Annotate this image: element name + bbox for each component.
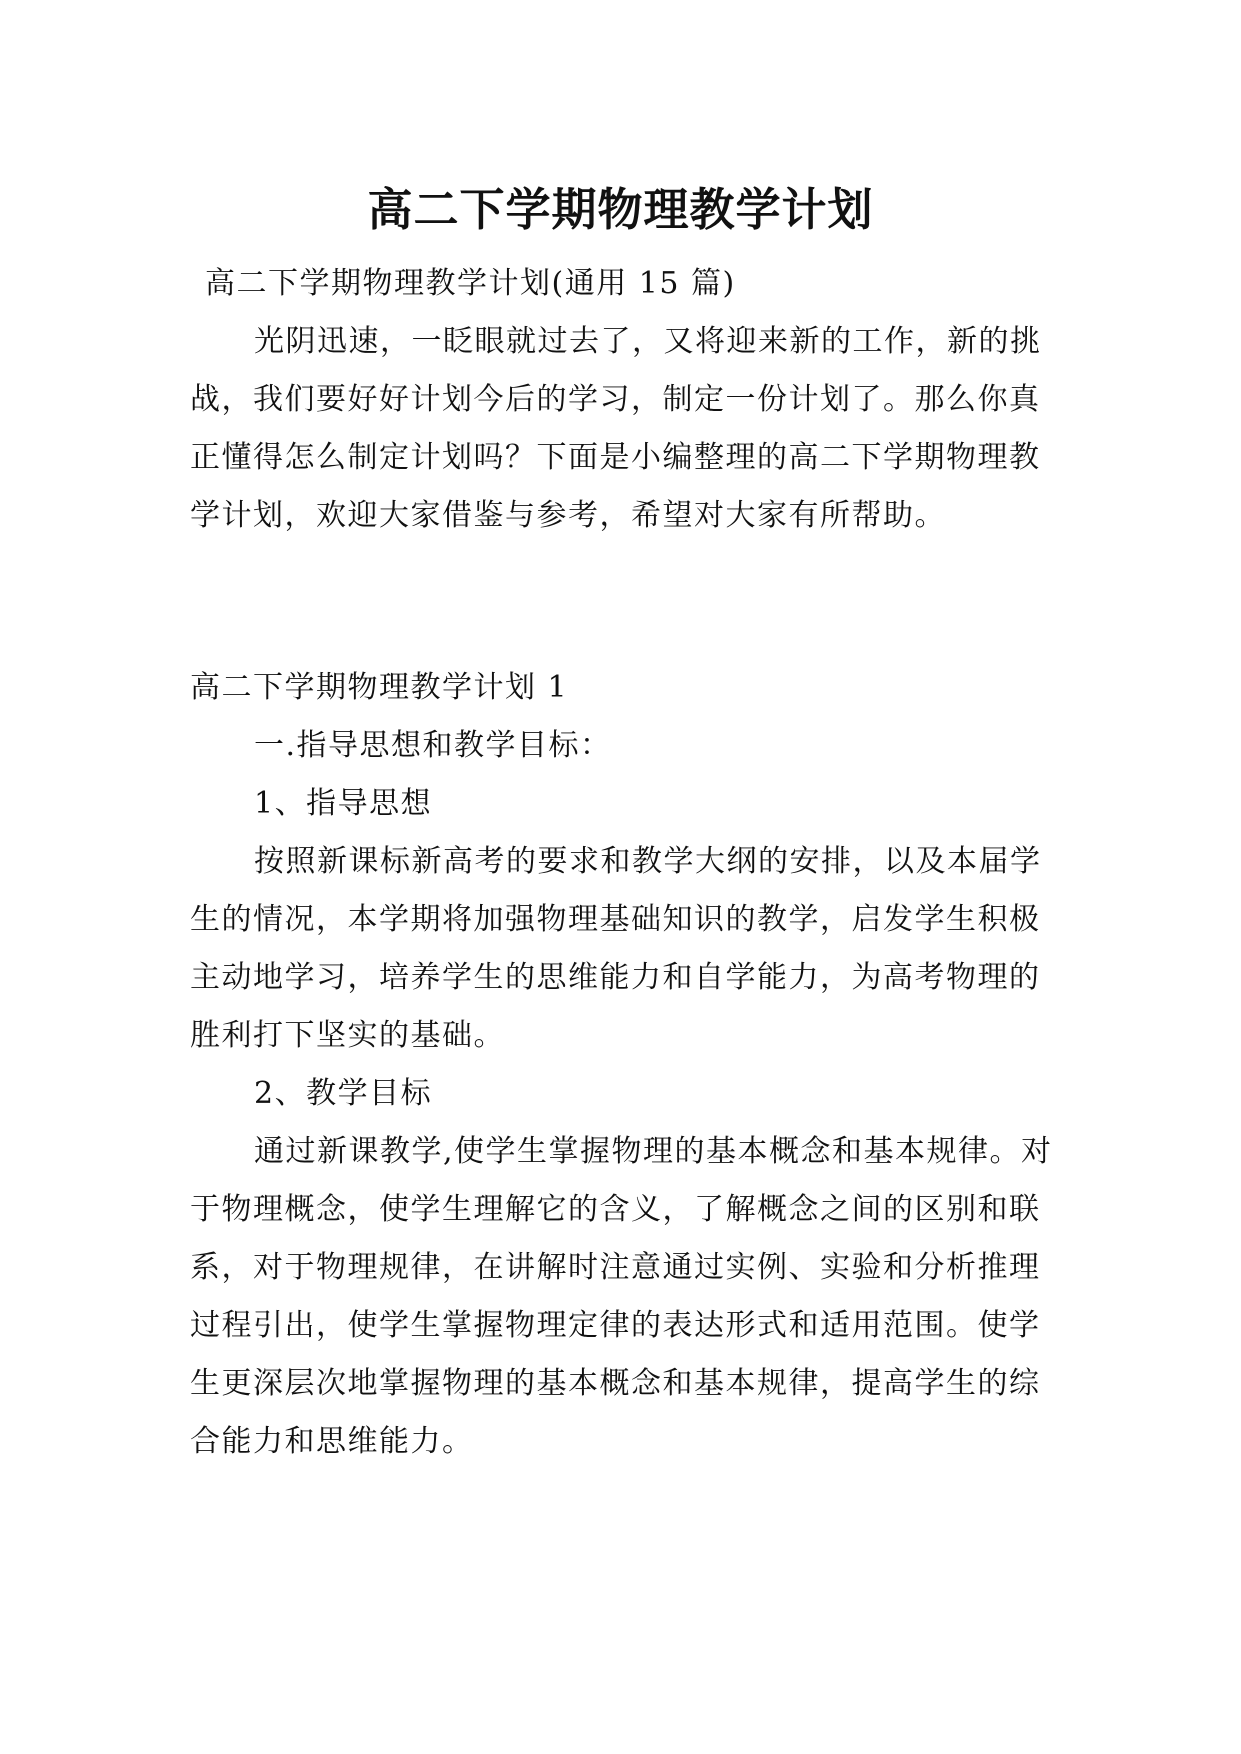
item-heading-guiding-thought: 1、指导思想 [254,786,433,821]
paragraph-guiding-thought: 按照新课标新高考的要求和教学大纲的安排，以及本届学生的情况，本学期将加强物理基础知识的教学，启发学生积极主动地学习，培养学生的思维能力和自学能力，为高考物理的胜利打下坚实的基础。 [190,844,1042,1053]
intro-paragraph: 光阴迅速，一眨眼就过去了，又将迎来新的工作，新的挑战，我们要好好计划今后的学习，制定一份计划了。那么你真正懂得怎么制定计划吗？下面是小编整理的高二下学期物理教学计划，欢迎大家借鉴与参考，希望对大家有所帮助。 [190,324,1042,533]
document-title: 高二下学期物理教学计划 [367,183,874,237]
document-subtitle: 高二下学期物理教学计划(通用 15 篇) [205,266,736,301]
section-heading: 高二下学期物理教学计划 1 [190,670,569,705]
document-body [190,255,1054,1471]
part-heading: 一.指导思想和教学目标： [254,728,612,763]
paragraph-teaching-goals: 通过新课教学,使学生掌握物理的基本概念和基本规律。对于物理概念，使学生理解它的含义，了解概念之间的区别和联系，对于物理规律，在讲解时注意通过实例、实验和分析推理过程引出，使学生掌握物理定律的表达形式和适用范围。使学生更深层次地掌握物理的基本概念和基本规律，提高学生的综合能力和思维能力。 [190,1134,1053,1459]
item-heading-teaching-goals: 2、教学目标 [254,1076,433,1111]
